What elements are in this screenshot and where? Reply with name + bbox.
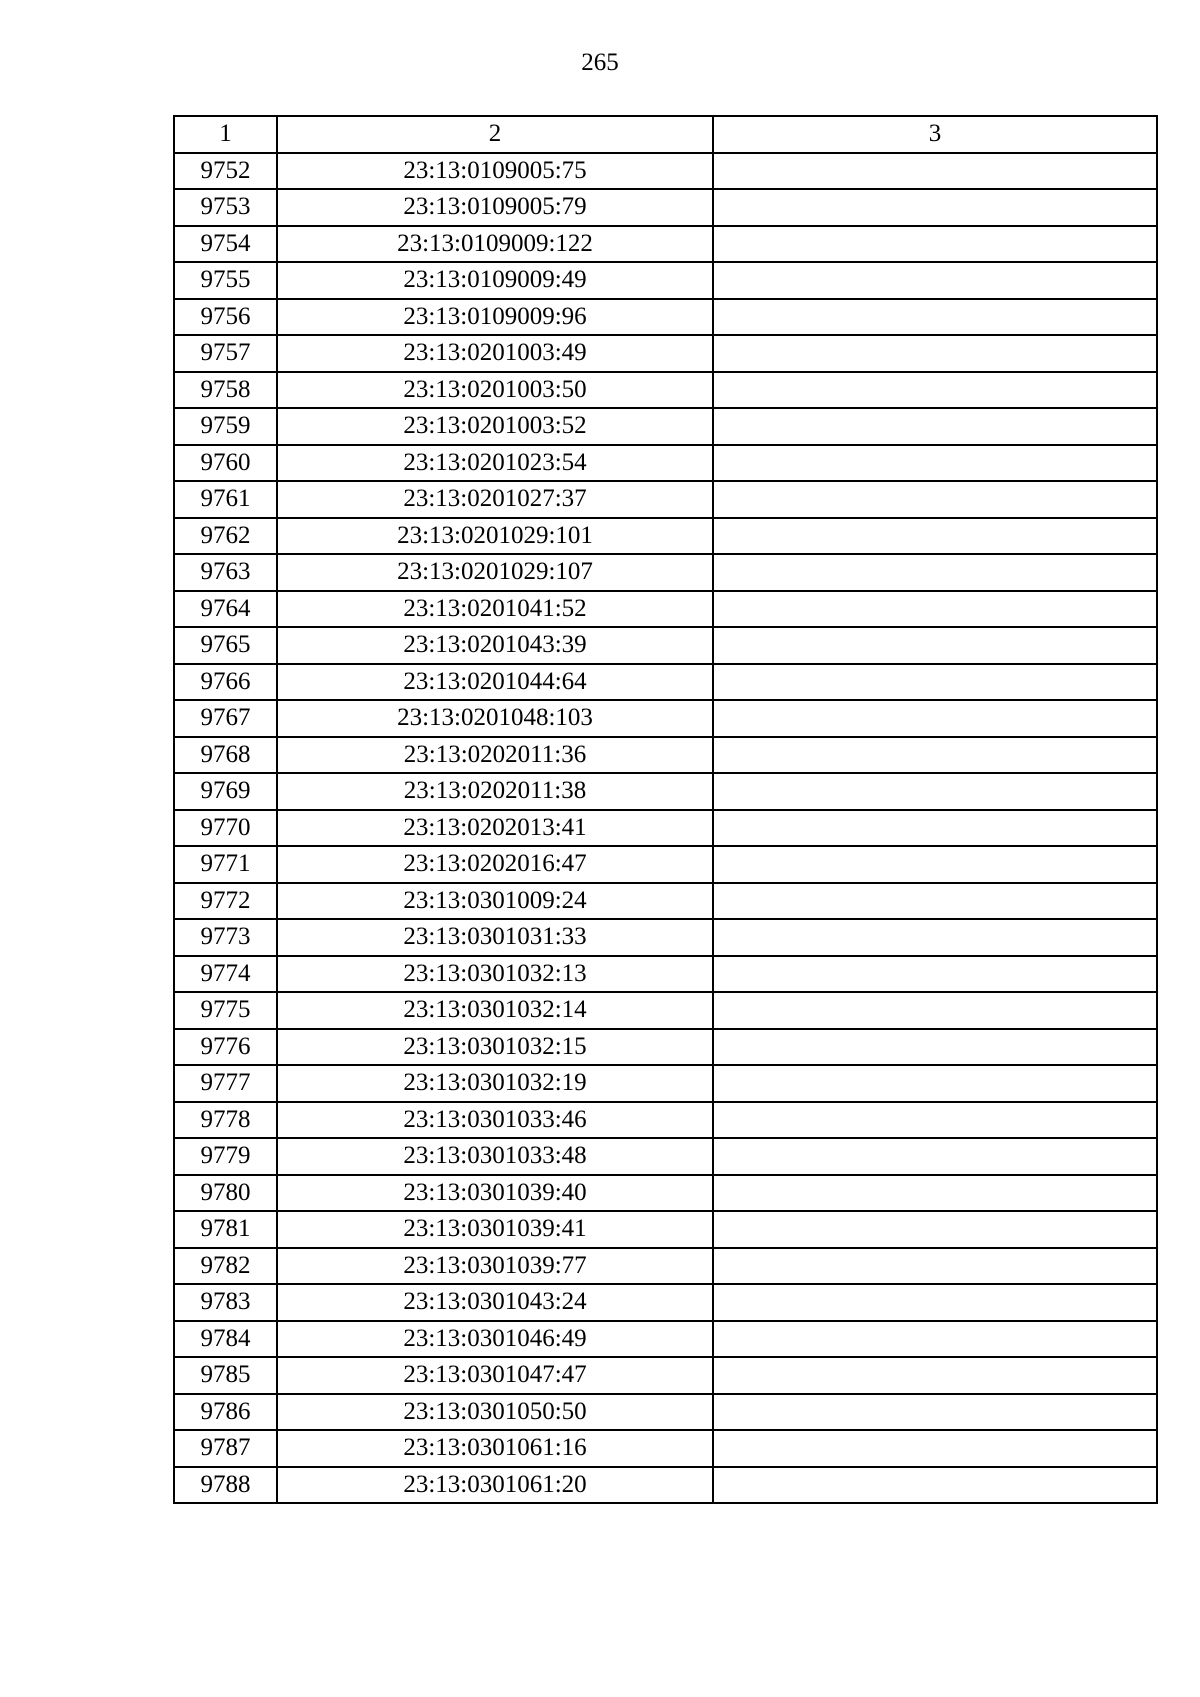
cadastral-number-cell: 23:13:0202016:47 [277,846,713,883]
cadastral-number-cell: 23:13:0109005:75 [277,153,713,190]
note-cell [713,1467,1157,1504]
table-row [174,481,1157,518]
note-cell [713,591,1157,628]
row-number-cell: 9781 [174,1211,277,1248]
note-cell [713,299,1157,336]
table-row [174,262,1157,299]
cadastral-number-cell: 23:13:0201043:39 [277,627,713,664]
cadastral-number-cell: 23:13:0109009:96 [277,299,713,336]
cadastral-number-cell: 23:13:0109009:49 [277,262,713,299]
cadastral-number-cell: 23:13:0201003:52 [277,408,713,445]
table-row [174,299,1157,336]
cadastral-number-cell: 23:13:0301032:15 [277,1029,713,1066]
row-number-cell: 9779 [174,1138,277,1175]
cadastral-number-cell: 23:13:0201003:50 [277,372,713,409]
row-number-cell: 9761 [174,481,277,518]
table-row [174,372,1157,409]
table-body [174,153,1157,1504]
row-number-cell: 9755 [174,262,277,299]
table-row [174,992,1157,1029]
row-number-cell: 9759 [174,408,277,445]
table-row [174,591,1157,628]
cadastral-number-cell: 23:13:0301061:16 [277,1430,713,1467]
row-number-cell: 9784 [174,1321,277,1358]
cadastral-number-cell: 23:13:0301039:77 [277,1248,713,1285]
table-row [174,700,1157,737]
row-number-cell: 9760 [174,445,277,482]
table-row [174,189,1157,226]
row-number-cell: 9754 [174,226,277,263]
table-row [174,846,1157,883]
note-cell [713,445,1157,482]
cadastral-number-cell: 23:13:0201041:52 [277,591,713,628]
note-cell [713,1430,1157,1467]
table-row [174,773,1157,810]
cadastral-number-cell: 23:13:0301031:33 [277,919,713,956]
table-row [174,1138,1157,1175]
cadastral-number-cell: 23:13:0301032:19 [277,1065,713,1102]
cadastral-number-cell: 23:13:0109005:79 [277,189,713,226]
row-number-cell: 9783 [174,1284,277,1321]
column-header-2: 2 [277,116,713,153]
row-number-cell: 9780 [174,1175,277,1212]
note-cell [713,481,1157,518]
table-row [174,737,1157,774]
note-cell [713,518,1157,555]
row-number-cell: 9768 [174,737,277,774]
note-cell [713,956,1157,993]
cadastral-number-cell: 23:13:0301050:50 [277,1394,713,1431]
note-cell [713,810,1157,847]
cadastral-number-cell: 23:13:0202011:38 [277,773,713,810]
note-cell [713,1029,1157,1066]
cadastral-number-cell: 23:13:0301032:13 [277,956,713,993]
cadastral-number-cell: 23:13:0301046:49 [277,1321,713,1358]
table-row [174,956,1157,993]
cadastral-table [173,115,1158,1504]
cadastral-number-cell: 23:13:0202013:41 [277,810,713,847]
table-row [174,1467,1157,1504]
row-number-cell: 9765 [174,627,277,664]
cadastral-number-cell: 23:13:0301039:41 [277,1211,713,1248]
row-number-cell: 9763 [174,554,277,591]
page-number: 265 [581,49,619,76]
cadastral-number-cell: 23:13:0301009:24 [277,883,713,920]
note-cell [713,1065,1157,1102]
table-row [174,554,1157,591]
note-cell [713,846,1157,883]
row-number-cell: 9786 [174,1394,277,1431]
row-number-cell: 9753 [174,189,277,226]
note-cell [713,1321,1157,1358]
note-cell [713,335,1157,372]
cadastral-number-cell: 23:13:0301039:40 [277,1175,713,1212]
table-row [174,1357,1157,1394]
note-cell [713,919,1157,956]
header-row [174,116,1157,153]
table-row [174,518,1157,555]
cadastral-number-cell: 23:13:0201023:54 [277,445,713,482]
note-cell [713,773,1157,810]
cadastral-number-cell: 23:13:0301061:20 [277,1467,713,1504]
row-number-cell: 9778 [174,1102,277,1139]
row-number-cell: 9788 [174,1467,277,1504]
table-row [174,1102,1157,1139]
note-cell [713,1175,1157,1212]
cadastral-number-cell: 23:13:0301043:24 [277,1284,713,1321]
cadastral-number-cell: 23:13:0201048:103 [277,700,713,737]
table-row [174,810,1157,847]
note-cell [713,1284,1157,1321]
table-header [174,116,1157,153]
table-row [174,1029,1157,1066]
note-cell [713,262,1157,299]
note-cell [713,1138,1157,1175]
row-number-cell: 9756 [174,299,277,336]
cadastral-number-cell: 23:13:0201029:107 [277,554,713,591]
table-row [174,1394,1157,1431]
note-cell [713,1211,1157,1248]
note-cell [713,883,1157,920]
note-cell [713,408,1157,445]
table-row [174,627,1157,664]
row-number-cell: 9769 [174,773,277,810]
note-cell [713,627,1157,664]
table-row [174,226,1157,263]
row-number-cell: 9777 [174,1065,277,1102]
table-row [174,1175,1157,1212]
row-number-cell: 9770 [174,810,277,847]
table-row [174,919,1157,956]
column-header-3: 3 [713,116,1157,153]
note-cell [713,1394,1157,1431]
note-cell [713,992,1157,1029]
table-row [174,1284,1157,1321]
row-number-cell: 9772 [174,883,277,920]
table-row [174,664,1157,701]
table-row [174,153,1157,190]
note-cell [713,700,1157,737]
cadastral-number-cell: 23:13:0201003:49 [277,335,713,372]
cadastral-number-cell: 23:13:0301033:48 [277,1138,713,1175]
column-header-1: 1 [174,116,277,153]
row-number-cell: 9771 [174,846,277,883]
table-row [174,1430,1157,1467]
row-number-cell: 9787 [174,1430,277,1467]
note-cell [713,737,1157,774]
cadastral-number-cell: 23:13:0202011:36 [277,737,713,774]
cadastral-number-cell: 23:13:0201027:37 [277,481,713,518]
note-cell [713,153,1157,190]
row-number-cell: 9766 [174,664,277,701]
note-cell [713,664,1157,701]
table-row [174,408,1157,445]
table-row [174,1211,1157,1248]
cadastral-number-cell: 23:13:0301047:47 [277,1357,713,1394]
cadastral-number-cell: 23:13:0301033:46 [277,1102,713,1139]
row-number-cell: 9752 [174,153,277,190]
note-cell [713,1248,1157,1285]
row-number-cell: 9782 [174,1248,277,1285]
table-row [174,1065,1157,1102]
row-number-cell: 9764 [174,591,277,628]
note-cell [713,554,1157,591]
note-cell [713,189,1157,226]
cadastral-number-cell: 23:13:0301032:14 [277,992,713,1029]
note-cell [713,372,1157,409]
cadastral-number-cell: 23:13:0201029:101 [277,518,713,555]
row-number-cell: 9776 [174,1029,277,1066]
table-row [174,445,1157,482]
cadastral-number-cell: 23:13:0201044:64 [277,664,713,701]
row-number-cell: 9757 [174,335,277,372]
row-number-cell: 9758 [174,372,277,409]
row-number-cell: 9775 [174,992,277,1029]
cadastral-number-cell: 23:13:0109009:122 [277,226,713,263]
row-number-cell: 9785 [174,1357,277,1394]
row-number-cell: 9762 [174,518,277,555]
row-number-cell: 9773 [174,919,277,956]
table-row [174,335,1157,372]
row-number-cell: 9774 [174,956,277,993]
table-row [174,1321,1157,1358]
note-cell [713,226,1157,263]
row-number-cell: 9767 [174,700,277,737]
table-row [174,1248,1157,1285]
note-cell [713,1102,1157,1139]
note-cell [713,1357,1157,1394]
table-row [174,883,1157,920]
